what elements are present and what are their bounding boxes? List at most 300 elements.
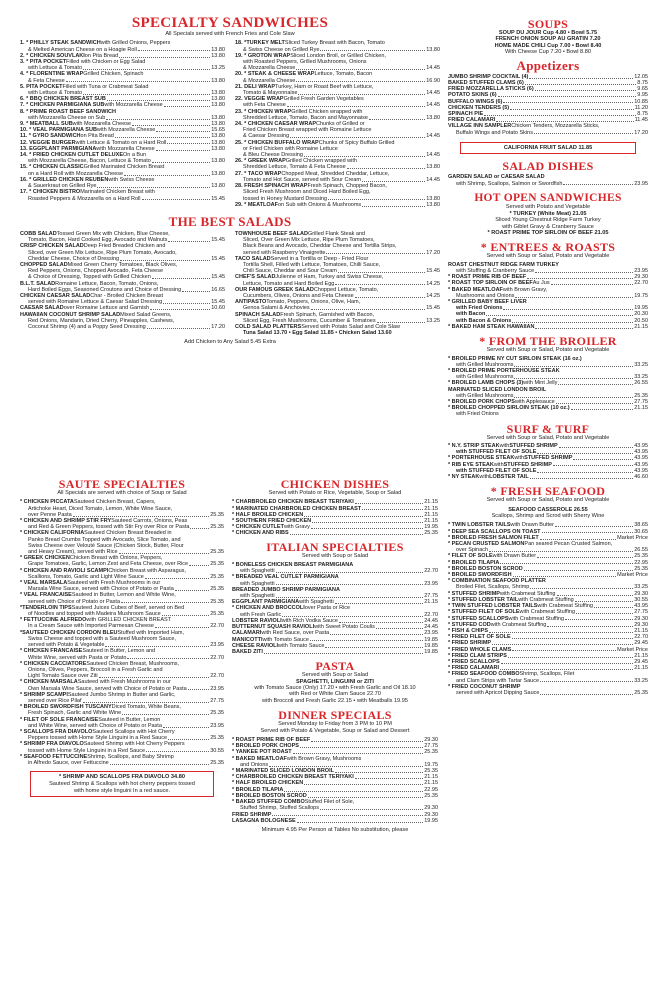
item-price: 14.45 — [426, 133, 440, 140]
entrees-title: * ENTREES & ROASTS — [480, 240, 616, 255]
item-description: Fried Chicken Breast wrapped with Romaine Lettuce — [243, 127, 372, 134]
pasta-title: PASTA — [315, 659, 355, 674]
item-description: Roasted Peppers & Mozzarella on a Hard Roll — [28, 195, 141, 202]
entrees-subtitle: Served with Soup or Salad, Potato and Vegetable — [486, 253, 610, 260]
item-price: 25.35 — [210, 759, 224, 766]
item-name: * NY STEAK — [448, 473, 480, 480]
item-name: FRIED SHRIMP — [232, 811, 272, 818]
item-name: * FRIED SHRIMP — [448, 640, 492, 647]
item-description: with Mozzarella Cheese — [72, 121, 132, 128]
item-price: 14.45 — [426, 176, 440, 183]
dot-leader — [99, 673, 210, 678]
item-description: served with Apricot Dipping Sauce — [456, 689, 540, 696]
dot-leader — [164, 102, 211, 107]
dot-leader — [498, 92, 637, 97]
item-price: Market Price — [617, 646, 648, 653]
item-price: 25.35 — [634, 689, 648, 696]
seafood-subtitle: Served with Soup or Salad, Potato and Vegetable — [486, 497, 610, 504]
item-name: * TWIN STUFFED LOBSTER TAILS — [448, 603, 538, 610]
item-name: CHOPPED SALAD — [20, 261, 68, 268]
item-name: * CHICKEN CALIFORNIA — [20, 530, 85, 537]
casserole-line: Scallops, Shrimp and Scrod with Sherry Wine — [491, 513, 605, 520]
item-name: EGGPLANT PARMIGIANA — [232, 599, 300, 606]
item-description: with Mozzarella Cheese, Bacon, Lettuce & Tomato — [28, 158, 151, 165]
item-price: 27.75 — [424, 743, 438, 750]
dot-leader — [503, 305, 633, 310]
item-price: 15.65 — [211, 127, 225, 134]
dot-leader — [540, 678, 633, 683]
item-name: * DEEP SEA SCALLOPS ON TOAST — [448, 528, 541, 535]
item-description: with Tomato Sauce — [278, 642, 325, 649]
item-price: 22.95 — [424, 786, 438, 793]
item-name: * BROILED SWORDFISH TUSCANY — [20, 704, 112, 711]
item-description: Sauteed Scallops with Hot Cherry — [92, 728, 175, 735]
item-description: Sauteed Jumbo Shrimp in Butter and Garlic, — [67, 691, 176, 698]
item-name: 10. * VEAL PARMIGIANA SUB — [20, 127, 97, 134]
dot-leader — [293, 749, 424, 754]
item-price: 13.80 — [211, 102, 225, 109]
item-price: 19.85 — [424, 636, 438, 643]
hotopen-line: * TURKEY (White Meat) 21.05 — [509, 210, 587, 217]
casserole-line: SEAFOOD CASSEROLE 26.55 — [508, 506, 588, 513]
item-name: 4. * FLORENTINE WRAP — [20, 71, 84, 78]
item-price: 12.05 — [634, 73, 648, 80]
dot-leader — [127, 655, 209, 660]
item-description: Sliced, over Green Mix Lettuce, Ripe Plum Tomato, Avocado, — [28, 249, 177, 256]
dot-leader — [284, 787, 423, 792]
dinner-line: Served Monday to Friday from 3 PM to 10 PM — [278, 721, 392, 728]
item-name: OUR FAMOUS GREEK SALAD — [235, 286, 314, 293]
item-name: * BROILED BOSTON SCROD — [232, 792, 307, 799]
item-name: 18. *TURKEY MELT — [235, 40, 285, 47]
item-description: with Tomato Sauce — [262, 636, 309, 643]
dinner-line: Served with Potato & Vegetable, Soup or Salad and Dessert — [260, 727, 410, 734]
dot-leader — [335, 599, 424, 604]
item-price: 29.30 — [634, 621, 648, 628]
item-name: 25. * CHICKEN BUFFALO WRAP — [235, 139, 319, 146]
dot-leader — [529, 74, 633, 79]
item-price: 29.30 — [424, 805, 438, 812]
item-price: 19.75 — [424, 761, 438, 768]
item-description: Grilled Marinated Chicken Breast — [83, 164, 165, 171]
dot-leader — [168, 237, 210, 242]
item-description: Shrimp, Scallops, Filet — [519, 671, 575, 678]
dinner-title: DINNER SPECIALS — [278, 708, 392, 723]
item-description: Chili Sauce, Cheddar and Sour Cream — [243, 268, 337, 275]
item-price: 17.20 — [211, 323, 225, 330]
item-description: & Swiss Cheese on Grilled Rye — [243, 46, 320, 53]
item-price: 13.80 — [211, 96, 225, 103]
item-price: 22.70 — [634, 634, 648, 641]
salads-title: THE BEST SALADS — [168, 213, 292, 229]
item-name: * CHICKEN AND RAVIOLI SCAMPI — [20, 567, 109, 574]
menu-item — [232, 530, 438, 536]
menu-item — [448, 181, 648, 187]
dot-leader — [138, 47, 210, 52]
menu-item — [20, 760, 224, 766]
soups-line: SOUP DU JOUR Cup 4.80 • Bowl 5.75 — [498, 30, 598, 36]
item-price: 13.80 — [426, 195, 440, 202]
item-name: TACO SALAD — [235, 255, 271, 262]
dot-leader — [558, 380, 633, 385]
item-price: 23.95 — [424, 580, 438, 587]
item-description: tossed in Honey Mustard Dressing — [243, 195, 328, 202]
dot-leader — [276, 568, 424, 573]
item-name: * BROILED PRIME NY CUT SIRLOIN STEAK (16 oz.) — [448, 355, 582, 362]
item-description: Tomato, Peppers, Onions, Olive, Ham, — [266, 299, 361, 306]
item-description: In a Cream Sauce with Imported Parmesan Cheese — [28, 623, 154, 630]
item-description: served with Choice of Potato or Pasta — [28, 598, 121, 605]
item-description: with Applesauce — [514, 398, 555, 405]
item-description: Sauteed Shrimp with Hot Cherry Peppers — [83, 741, 185, 748]
item-name: with STUFFED FILET OF SOLE — [456, 467, 537, 474]
dot-leader — [540, 690, 633, 695]
italian-list — [232, 562, 438, 655]
item-price: 23.95 — [424, 630, 438, 637]
item-price: 38.65 — [634, 522, 648, 529]
item-description: Marinated Chicken Breast with — [80, 189, 155, 196]
item-description: Buffalo Wings and Potato Skins — [456, 129, 533, 136]
item-price: 21.15 — [634, 665, 648, 672]
item-price: 13.25 — [211, 65, 225, 72]
dot-leader — [311, 737, 423, 742]
dot-leader — [163, 299, 210, 304]
dot-leader — [122, 710, 209, 715]
dot-leader — [310, 637, 423, 642]
item-name: 11. * GYRO SANDWICH — [20, 133, 81, 140]
item-price: 13.80 — [426, 114, 440, 121]
dot-leader — [503, 99, 633, 104]
hotopen-line: * ROAST PRIME TOP SIRLOIN OF BEEF 21.05 — [487, 230, 609, 237]
item-description: Sauteed Chicken Breast, Mushrooms, — [86, 660, 180, 667]
dot-leader — [525, 80, 637, 85]
entrees-list — [448, 262, 648, 330]
dot-leader — [501, 659, 634, 664]
dot-leader — [514, 362, 633, 367]
item-description: Genoa Salami & Anchovies — [243, 305, 310, 312]
item-description: Lettuce, Tomato and Hard Boiled Egg — [243, 280, 335, 287]
specialty-list-right — [235, 40, 440, 207]
item-description: Onions, Olives, Peppers, Broccoli in a Fresh Garlic and — [28, 666, 163, 673]
item-description: Grape Tomatoes, Garlic, Lemon Zest and Feta Cheese, over Rice — [28, 561, 189, 568]
item-name: * FISH & CHIPS — [448, 627, 489, 634]
dot-leader — [576, 609, 633, 614]
dot-leader — [145, 574, 209, 579]
item-description: Sauteed Chicken Breast, Capers, — [73, 499, 156, 506]
item-name: 22. VEGGIE WRAP — [235, 96, 284, 103]
item-price: 11.20 — [634, 104, 648, 111]
item-description: Shrimp, Scallops, and Baby Shrimp — [87, 753, 174, 760]
item-price: 33.25 — [634, 677, 648, 684]
item-description: Grilled Chicken wrapped with — [285, 158, 357, 165]
item-description: served with Potato & Vegetable — [28, 642, 105, 649]
item-price: 13.80 — [426, 46, 440, 53]
menu-item — [448, 690, 648, 696]
item-price: 43.95 — [634, 455, 648, 462]
item-name: * FRIED WHOLE CLAMS — [448, 646, 512, 653]
item-name: * ROAST TOP SIRLOIN OF BEEF — [448, 280, 533, 287]
item-price: 13.80 — [211, 52, 225, 59]
item-name: with STUFFED FILET OF SOLE — [456, 449, 537, 456]
item-description: or Fried Chicken with Romaine Lettuce — [243, 145, 338, 152]
item-price: 43.95 — [634, 442, 648, 449]
item-description: Fresh Spinach, Garnished with Bacon, — [280, 311, 375, 318]
item-description: & Choice of Dressing, Topped with Grilled Chicken — [28, 274, 151, 281]
item-description: Filled with Tuna or Crabmeat Salad — [62, 83, 149, 90]
surf-title: SURF & TURF — [506, 421, 590, 436]
dot-leader — [152, 158, 210, 163]
surf-subtitle: Served with Soup or Salad, Potato and Vegetable — [486, 434, 610, 441]
item-name: * ROAST PRIME RIB OF BEEF — [232, 737, 311, 744]
item-description: Hard Boiled Eggs, Seasoned Croutons and Choice of Dressing — [28, 286, 182, 293]
pasta-line: with Broccoli and Fresh Garlic 22.15 • with Meatballs 19.95 — [262, 697, 408, 704]
dot-leader — [311, 524, 423, 529]
item-name: LASAGNA BOLOGNESE — [232, 817, 296, 824]
item-price: 23.95 — [210, 722, 224, 729]
dot-leader — [106, 115, 210, 120]
salads-list-right — [235, 231, 440, 336]
dot-leader — [512, 634, 634, 639]
item-description: & Bleu Cheese Dressing — [243, 152, 303, 159]
item-description: with Drawn Butter — [510, 522, 554, 529]
item-name: * CHICKEN CUTLET — [232, 524, 284, 531]
item-description: White Wine, served with Pasta or Potato — [28, 654, 127, 661]
italian-subtitle: Served with Soup or Salad — [301, 552, 369, 559]
dot-leader — [282, 612, 423, 617]
item-price: 19.85 — [424, 648, 438, 655]
item-description: with Stuffing & Cranberry Sauce — [456, 268, 535, 275]
dot-leader — [312, 518, 423, 523]
item-name: * FILET OF SOLE — [448, 553, 493, 560]
item-name: Tuna Salad 13.70 • Egg Salad 11.85 • Chicken Salad 13.60 — [243, 330, 392, 337]
item-name: * CHARBROILED CHICKEN BREAST TERIYAKI — [232, 499, 354, 506]
item-name: ANTIPASTO — [235, 299, 267, 306]
item-name: * SHRIMP FRA DIAVOLO — [20, 741, 84, 748]
item-description: Romaine Lettuce, Bacon, Tomato, Onions, — [55, 280, 159, 287]
menu-item — [235, 202, 440, 208]
dot-leader — [527, 274, 633, 279]
item-price: 30.55 — [634, 596, 648, 603]
item-name: * BAKED HAM STEAK HAWAIIAN — [448, 323, 535, 330]
item-name: * N.Y. STRIP STEAK — [448, 442, 500, 449]
dot-leader — [496, 117, 633, 122]
item-description: with Sweet Potato Coulis — [314, 624, 375, 631]
item-name: CAESAR SALAD — [20, 305, 64, 312]
item-description: Sliced Fresh Mushroom and Diced Hard Boiled Egg, — [243, 189, 371, 196]
dot-leader — [269, 762, 423, 767]
dot-leader — [320, 805, 423, 810]
item-price: 19.95 — [424, 817, 438, 824]
item-price: 10.60 — [211, 305, 225, 312]
dot-leader — [355, 774, 424, 779]
dot-leader — [537, 449, 633, 454]
dot-leader — [542, 529, 634, 534]
item-price: 10.85 — [634, 98, 648, 105]
item-price: 13.80 — [211, 77, 225, 84]
item-price: 20.30 — [634, 311, 648, 318]
item-description: Grilled Fresh Garden Vegetables — [283, 96, 364, 103]
saladdishes-list — [448, 174, 648, 186]
seafood-title: * FRESH SEAFOOD — [490, 484, 606, 499]
pasta-line: with Tomato Sauce (Only) 17.20 • with Fresh Garlic and Oil 18.10 — [254, 684, 416, 691]
item-name: MARINATED SLICED LONDON BROIL — [448, 386, 547, 393]
item-description: Mixed Salad Greens, — [120, 311, 172, 318]
hotopen-line: Sliced Young Chestnut Ridge Farm Turkey — [495, 217, 601, 224]
item-name: * BROILED PORK CHOPS — [448, 398, 515, 405]
item-price: 22.70 — [424, 611, 438, 618]
menu-item — [448, 474, 648, 480]
item-name: FRIED CALAMARI — [448, 117, 496, 124]
item-description: with Crabmeat Stuffing — [537, 603, 593, 610]
item-name: STUFFED SHRIMP — [509, 442, 558, 449]
dot-leader — [150, 305, 210, 310]
item-price: 25.35 — [634, 553, 648, 560]
item-description: with Crabmeat Stuffing — [490, 621, 547, 628]
dot-leader — [339, 618, 423, 623]
item-description: on Pita Bread — [80, 133, 114, 140]
saute-box-line: with home style linguini In a red sauce. — [73, 787, 171, 794]
dot-leader — [514, 393, 633, 398]
item-description: Diced Tomato, White Beans, — [111, 704, 181, 711]
dot-leader — [514, 374, 633, 379]
item-name: * SHRIMP SCAMPI — [20, 691, 68, 698]
dot-leader — [272, 812, 423, 817]
dot-leader — [115, 133, 210, 138]
item-name: ROAST CHESTNUT RIDGE FARM TURKEY — [448, 261, 559, 268]
item-price: 11.45 — [634, 117, 648, 124]
hotopen-line: with Giblet Gravy & Cranberry Sauce — [502, 223, 594, 230]
item-price: 14.45 — [426, 152, 440, 159]
item-price: 15.45 — [211, 195, 225, 202]
item-name: * CHICKEN AND RIBS — [232, 530, 289, 537]
dot-leader — [537, 553, 633, 558]
item-description: with — [479, 473, 490, 480]
dot-leader — [290, 530, 424, 535]
item-description: Julienne of Ham, Turkey and Swiss Cheese, — [275, 274, 384, 281]
item-name: 14. * FRIED CHICKEN CUTLET DELUXE — [20, 152, 123, 159]
specialty-subtitle: All Specials served with French Fries and Cole Slaw — [165, 31, 295, 37]
dot-leader — [156, 146, 211, 151]
dot-leader — [298, 90, 425, 95]
dot-leader — [276, 593, 424, 598]
item-price: 25.35 — [210, 561, 224, 568]
item-price: 23.95 — [634, 268, 648, 275]
item-description: Sliced, Over Green Mix Lettuce, Ripe Plum Tomatoes, — [243, 237, 375, 244]
item-name: * ROAST PRIME RIB OF BEEF — [448, 274, 527, 281]
item-description: Grilled Flank Steak and — [307, 230, 366, 237]
item-description: with Crabmeat Stuffing — [518, 596, 574, 603]
dot-leader — [297, 818, 424, 823]
item-price: 22.70 — [210, 654, 224, 661]
dinner-note: Minimum 4.95 Per Person at Tables No substitution, please — [261, 826, 409, 833]
dot-leader — [556, 399, 634, 404]
specialty-list-left — [20, 40, 225, 207]
item-name: 24. * CHICKEN CAESAR WRAP — [235, 121, 316, 128]
item-name: * BAKED MEATLOAF — [448, 286, 503, 293]
surf-list — [448, 443, 648, 480]
menu-item — [235, 330, 440, 336]
item-description: with Brown Gravy, Mushrooms — [286, 755, 362, 762]
item-name: 13. EGGPLANT PARMIGIANA — [20, 145, 97, 152]
menu-item — [448, 130, 648, 136]
item-name: * VEAL FRANCAISE — [20, 592, 72, 599]
item-description: Stuffed Shrimp, Stuffed Scallops — [240, 805, 319, 812]
item-name: * STUFFED COD — [448, 621, 491, 628]
item-name: * MARINATED SLICED LONDON BROIL — [232, 768, 334, 775]
item-description: with Drawn Butter — [492, 553, 537, 560]
item-description: Au Jus — [532, 280, 550, 287]
dot-leader — [83, 698, 210, 703]
item-price: 25.35 — [424, 530, 438, 537]
dot-leader — [565, 616, 633, 621]
item-description: and Red & Green Peppers, tossed with Stir Fry over Rice or Pasta — [28, 524, 190, 531]
item-name: * FRIED SCALLOPS — [448, 658, 500, 665]
dot-leader — [66, 78, 211, 83]
item-description: Sauteed in Butter, Lemon — [98, 716, 161, 723]
item-description: with — [499, 442, 510, 449]
dot-leader — [328, 196, 425, 201]
item-name: * FRIED SEAFOOD COMBO — [448, 671, 520, 678]
item-price: 22.95 — [634, 559, 648, 566]
item-description: Sauteed in Butter, Lemon and White Wine, — [71, 592, 176, 599]
item-price: 25.35 — [210, 586, 224, 593]
item-name: * CHICKEN AND SHRIMP STIR FRY — [20, 518, 112, 525]
item-name: * TWIN LOBSTER TAILS — [448, 522, 511, 529]
salads-note: Add Chicken to Any Salad 5.45 Extra — [184, 339, 276, 346]
item-description: Broiled Filet, Scallops, Shrimp — [456, 584, 530, 591]
dot-leader — [362, 177, 425, 182]
dot-leader — [162, 611, 210, 616]
item-name: * BROILED PRIME PORTERHOUSE STEAK — [448, 367, 560, 374]
item-price: 16.65 — [211, 286, 225, 293]
item-price: 13.80 — [211, 158, 225, 165]
item-name: 15. * CHICKEN CLASSIC — [20, 164, 84, 171]
item-name: * FRIED CLAM STRIPS — [448, 652, 507, 659]
item-name: * CHICKEN PICCATA — [20, 499, 74, 506]
dot-leader — [335, 768, 423, 773]
dot-leader — [190, 524, 209, 529]
item-price: Market Price — [617, 572, 648, 579]
item-description: Tomato & Mayonnaise — [243, 90, 298, 97]
saute-box-line: * SHRIMP AND SCALLOPS FRA DIAVOLO 34.80 — [59, 774, 185, 781]
dot-leader — [120, 256, 210, 261]
item-description: on Pita Bread — [84, 52, 119, 59]
dot-leader — [276, 581, 424, 586]
chicken-subtitle: Served with Potato or Rice, Vegetable, Soup or Salad — [268, 490, 402, 496]
saute-title: SAUTE SPECIALTIES — [58, 477, 186, 491]
dot-leader — [326, 250, 425, 255]
item-price: 25.35 — [210, 611, 224, 618]
item-price: 19.85 — [424, 642, 438, 649]
item-description: Sauteed with Fresh Mushrooms in our — [77, 679, 171, 686]
item-description: over Pasta or Rice — [304, 605, 351, 612]
item-name: * STUFFED FILET OF SOLE — [448, 609, 520, 616]
item-name: * PECAN CRUSTED SALMON — [448, 541, 525, 548]
item-name: STUFFED SHRIMP — [503, 461, 552, 468]
item-price: 9.95 — [637, 92, 648, 99]
dot-leader — [500, 665, 633, 670]
item-description: on Sub with Onions & Mushrooms — [278, 201, 362, 208]
dot-leader — [147, 324, 211, 329]
item-description: Char - Broiled Chicken Breast — [90, 292, 164, 299]
item-description: Scallions, Tomato, Garlic and Light Wine Sauce — [28, 573, 144, 580]
item-name: LOBSTER TAIL — [489, 473, 529, 480]
item-name: *TENDERLOIN TIPS — [20, 604, 72, 611]
item-price: 27.75 — [210, 697, 224, 704]
item-name: MANICOTTI — [232, 636, 263, 643]
item-price: 23.95 — [634, 180, 648, 187]
item-description: with Crabmeat Stuffing — [499, 590, 556, 597]
